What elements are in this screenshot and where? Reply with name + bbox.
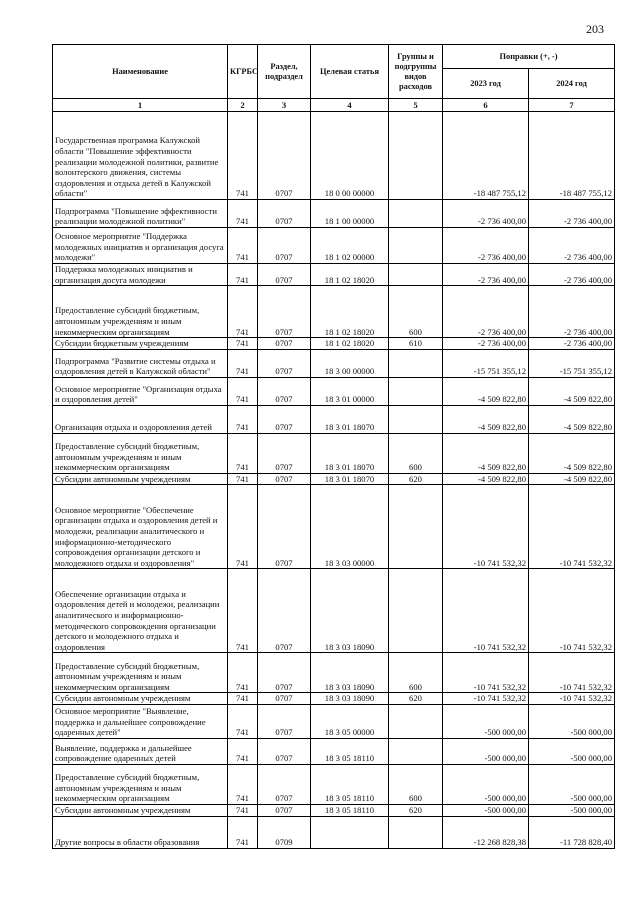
row-kgrbs: 741 — [228, 228, 258, 264]
row-name: Государственная программа Калужской области "Повышение эффективности реализации молодежной политики, развитие волонтерского движения, системы оздоровления и отдыха детей в Калужской области" — [53, 112, 228, 200]
row-expense-group: 620 — [389, 473, 443, 485]
row-expense-group — [389, 349, 443, 377]
row-amount-2024: -4 509 822,80 — [529, 473, 615, 485]
row-amount-2024: -500 000,00 — [529, 804, 615, 816]
row-amount-2023: -2 736 400,00 — [443, 338, 529, 350]
row-kgrbs: 741 — [228, 286, 258, 338]
row-kgrbs: 741 — [228, 693, 258, 705]
row-kgrbs: 741 — [228, 569, 258, 653]
table-row — [53, 816, 615, 848]
table-row — [53, 473, 615, 485]
row-amount-2023: -4 509 822,80 — [443, 377, 529, 405]
column-number-row — [53, 99, 615, 112]
header-kgrbs: КГРБС — [228, 45, 258, 99]
row-name: Предоставление субсидий бюджетным, автономным учреждениям и иным некоммерческим организациям — [53, 653, 228, 693]
row-name: Субсидии автономным учреждениям — [53, 693, 228, 705]
header-year-2023: 2023 год — [443, 69, 529, 99]
row-section: 0707 — [258, 112, 311, 200]
row-expense-group — [389, 704, 443, 738]
column-number: 1 — [53, 99, 228, 112]
column-number: 5 — [389, 99, 443, 112]
row-kgrbs: 741 — [228, 653, 258, 693]
row-amount-2023: -15 751 355,12 — [443, 349, 529, 377]
header-target: Целевая статья — [311, 45, 389, 99]
row-kgrbs: 741 — [228, 200, 258, 228]
row-expense-group: 600 — [389, 433, 443, 473]
row-section: 0707 — [258, 200, 311, 228]
row-section: 0707 — [258, 704, 311, 738]
row-amount-2023: -10 741 532,32 — [443, 693, 529, 705]
row-amount-2024: -10 741 532,32 — [529, 569, 615, 653]
row-name: Основное мероприятие "Поддержка молодежных инициатив и организация досуга молодежи" — [53, 228, 228, 264]
column-number: 2 — [228, 99, 258, 112]
row-section: 0707 — [258, 485, 311, 569]
row-name: Предоставление субсидий бюджетным, автономным учреждениям и иным некоммерческим организациям — [53, 433, 228, 473]
row-kgrbs: 741 — [228, 816, 258, 848]
row-amount-2024: -500 000,00 — [529, 738, 615, 764]
row-kgrbs: 741 — [228, 338, 258, 350]
row-amount-2024: -10 741 532,32 — [529, 485, 615, 569]
row-amount-2023: -10 741 532,32 — [443, 653, 529, 693]
row-kgrbs: 741 — [228, 112, 258, 200]
column-number: 4 — [311, 99, 389, 112]
row-target-article: 18 3 01 18070 — [311, 473, 389, 485]
row-expense-group — [389, 816, 443, 848]
row-kgrbs: 741 — [228, 349, 258, 377]
table-row — [53, 485, 615, 569]
row-section: 0707 — [258, 804, 311, 816]
row-target-article: 18 3 05 18110 — [311, 804, 389, 816]
table-row — [53, 200, 615, 228]
row-expense-group: 610 — [389, 338, 443, 350]
row-target-article: 18 3 03 18090 — [311, 569, 389, 653]
row-expense-group — [389, 228, 443, 264]
table-row — [53, 569, 615, 653]
row-kgrbs: 741 — [228, 405, 258, 433]
table-row — [53, 377, 615, 405]
row-name: Основное мероприятие "Организация отдыха и оздоровления детей" — [53, 377, 228, 405]
row-section: 0707 — [258, 653, 311, 693]
row-target-article: 18 3 01 18070 — [311, 405, 389, 433]
row-expense-group: 620 — [389, 804, 443, 816]
table-row — [53, 228, 615, 264]
row-amount-2024: -15 751 355,12 — [529, 349, 615, 377]
row-amount-2024: -500 000,00 — [529, 764, 615, 804]
row-target-article: 18 3 01 00000 — [311, 377, 389, 405]
column-number: 3 — [258, 99, 311, 112]
row-amount-2023: -500 000,00 — [443, 704, 529, 738]
row-amount-2024: -2 736 400,00 — [529, 286, 615, 338]
row-kgrbs: 741 — [228, 433, 258, 473]
table-row — [53, 704, 615, 738]
row-target-article: 18 1 02 18020 — [311, 338, 389, 350]
row-target-article: 18 1 02 00000 — [311, 228, 389, 264]
table-row — [53, 653, 615, 693]
row-section: 0707 — [258, 473, 311, 485]
row-target-article: 18 1 02 18020 — [311, 286, 389, 338]
row-amount-2024: -500 000,00 — [529, 704, 615, 738]
row-amount-2023: -500 000,00 — [443, 738, 529, 764]
row-kgrbs: 741 — [228, 485, 258, 569]
row-section: 0709 — [258, 816, 311, 848]
header-name: Наименование — [53, 45, 228, 99]
row-target-article: 18 3 00 00000 — [311, 349, 389, 377]
row-expense-group — [389, 264, 443, 286]
row-kgrbs: 741 — [228, 804, 258, 816]
page-number: 203 — [586, 22, 604, 36]
column-number: 6 — [443, 99, 529, 112]
header-year-2024: 2024 год — [529, 69, 615, 99]
row-name: Предоставление субсидий бюджетным, автономным учреждениям и иным некоммерческим организациям — [53, 286, 228, 338]
row-target-article: 18 0 00 00000 — [311, 112, 389, 200]
row-amount-2023: -10 741 532,32 — [443, 569, 529, 653]
column-number: 7 — [529, 99, 615, 112]
table-body — [53, 112, 615, 849]
row-name: Основное мероприятие "Выявление, поддержка и дальнейшее сопровождение одаренных детей" — [53, 704, 228, 738]
row-expense-group — [389, 485, 443, 569]
row-target-article: 18 3 01 18070 — [311, 433, 389, 473]
row-name: Субсидии автономным учреждениям — [53, 804, 228, 816]
row-amount-2023: -10 741 532,32 — [443, 485, 529, 569]
row-target-article: 18 1 02 18020 — [311, 264, 389, 286]
row-name: Субсидии бюджетным учреждениям — [53, 338, 228, 350]
row-target-article: 18 3 05 18110 — [311, 764, 389, 804]
row-amount-2024: -10 741 532,32 — [529, 693, 615, 705]
row-amount-2024: -4 509 822,80 — [529, 433, 615, 473]
row-name: Подпрограмма "Развитие системы отдыха и оздоровления детей в Калужской области" — [53, 349, 228, 377]
header-amendments: Поправки (+, -) — [443, 45, 615, 69]
row-section: 0707 — [258, 286, 311, 338]
row-amount-2023: -4 509 822,80 — [443, 433, 529, 473]
row-kgrbs: 741 — [228, 704, 258, 738]
row-amount-2023: -18 487 755,12 — [443, 112, 529, 200]
row-section: 0707 — [258, 433, 311, 473]
row-amount-2024: -2 736 400,00 — [529, 338, 615, 350]
row-expense-group: 620 — [389, 693, 443, 705]
row-section: 0707 — [258, 228, 311, 264]
header-expense-group: Группы и подгруппы видов расходов — [389, 45, 443, 99]
row-kgrbs: 741 — [228, 738, 258, 764]
row-name: Выявление, поддержка и дальнейшее сопровождение одаренных детей — [53, 738, 228, 764]
row-kgrbs: 741 — [228, 264, 258, 286]
row-kgrbs: 741 — [228, 473, 258, 485]
row-amount-2023: -12 268 828,38 — [443, 816, 529, 848]
row-amount-2024: -4 509 822,80 — [529, 405, 615, 433]
table-row — [53, 112, 615, 200]
table-row — [53, 433, 615, 473]
header-section: Раздел, подраздел — [258, 45, 311, 99]
row-section: 0707 — [258, 377, 311, 405]
table-row — [53, 286, 615, 338]
row-amount-2024: -11 728 828,40 — [529, 816, 615, 848]
row-section: 0707 — [258, 405, 311, 433]
row-target-article: 18 3 05 18110 — [311, 738, 389, 764]
row-section: 0707 — [258, 264, 311, 286]
row-section: 0707 — [258, 738, 311, 764]
row-target-article: 18 3 03 18090 — [311, 693, 389, 705]
row-expense-group — [389, 405, 443, 433]
table-row — [53, 804, 615, 816]
table-row — [53, 264, 615, 286]
row-amount-2024: -4 509 822,80 — [529, 377, 615, 405]
table-row — [53, 338, 615, 350]
row-section: 0707 — [258, 764, 311, 804]
table-row — [53, 349, 615, 377]
row-expense-group — [389, 569, 443, 653]
row-amount-2024: -18 487 755,12 — [529, 112, 615, 200]
row-amount-2023: -4 509 822,80 — [443, 473, 529, 485]
row-name: Организация отдыха и оздоровления детей — [53, 405, 228, 433]
row-kgrbs: 741 — [228, 377, 258, 405]
row-target-article: 18 3 05 00000 — [311, 704, 389, 738]
row-amount-2023: -2 736 400,00 — [443, 200, 529, 228]
row-amount-2023: -2 736 400,00 — [443, 286, 529, 338]
table-row — [53, 693, 615, 705]
row-section: 0707 — [258, 569, 311, 653]
row-expense-group — [389, 200, 443, 228]
row-name: Подпрограмма "Повышение эффективности реализации молодежной политики" — [53, 200, 228, 228]
row-amount-2024: -2 736 400,00 — [529, 228, 615, 264]
row-amount-2023: -2 736 400,00 — [443, 228, 529, 264]
row-name: Поддержка молодежных инициатив и организация досуга молодежи — [53, 264, 228, 286]
row-expense-group: 600 — [389, 653, 443, 693]
row-target-article: 18 1 00 00000 — [311, 200, 389, 228]
row-expense-group: 600 — [389, 286, 443, 338]
row-expense-group: 600 — [389, 764, 443, 804]
row-expense-group — [389, 377, 443, 405]
row-target-article — [311, 816, 389, 848]
row-name: Другие вопросы в области образования — [53, 816, 228, 848]
row-amount-2023: -2 736 400,00 — [443, 264, 529, 286]
row-name: Обеспечение организации отдыха и оздоровления детей и молодежи, реализации аналитического и информационно-методического сопровождения организации детского и молодежного отдыха и оздоровления — [53, 569, 228, 653]
budget-amendments-table — [52, 44, 615, 849]
row-name: Субсидии автономным учреждениям — [53, 473, 228, 485]
row-amount-2023: -4 509 822,80 — [443, 405, 529, 433]
row-name: Основное мероприятие "Обеспечение организации отдыха и оздоровления детей и молодежи, реализации аналитического и информационно-методического сопровождения организации детского и молодежного отдыха и оздоровления" — [53, 485, 228, 569]
row-kgrbs: 741 — [228, 764, 258, 804]
row-expense-group — [389, 738, 443, 764]
row-section: 0707 — [258, 693, 311, 705]
row-section: 0707 — [258, 349, 311, 377]
row-target-article: 18 3 03 00000 — [311, 485, 389, 569]
table-row — [53, 738, 615, 764]
row-section: 0707 — [258, 338, 311, 350]
row-amount-2024: -2 736 400,00 — [529, 200, 615, 228]
table-row — [53, 405, 615, 433]
row-name: Предоставление субсидий бюджетным, автономным учреждениям и иным некоммерческим организациям — [53, 764, 228, 804]
row-target-article: 18 3 03 18090 — [311, 653, 389, 693]
row-amount-2023: -500 000,00 — [443, 804, 529, 816]
row-amount-2023: -500 000,00 — [443, 764, 529, 804]
row-amount-2024: -10 741 532,32 — [529, 653, 615, 693]
table-row — [53, 764, 615, 804]
row-expense-group — [389, 112, 443, 200]
row-amount-2024: -2 736 400,00 — [529, 264, 615, 286]
